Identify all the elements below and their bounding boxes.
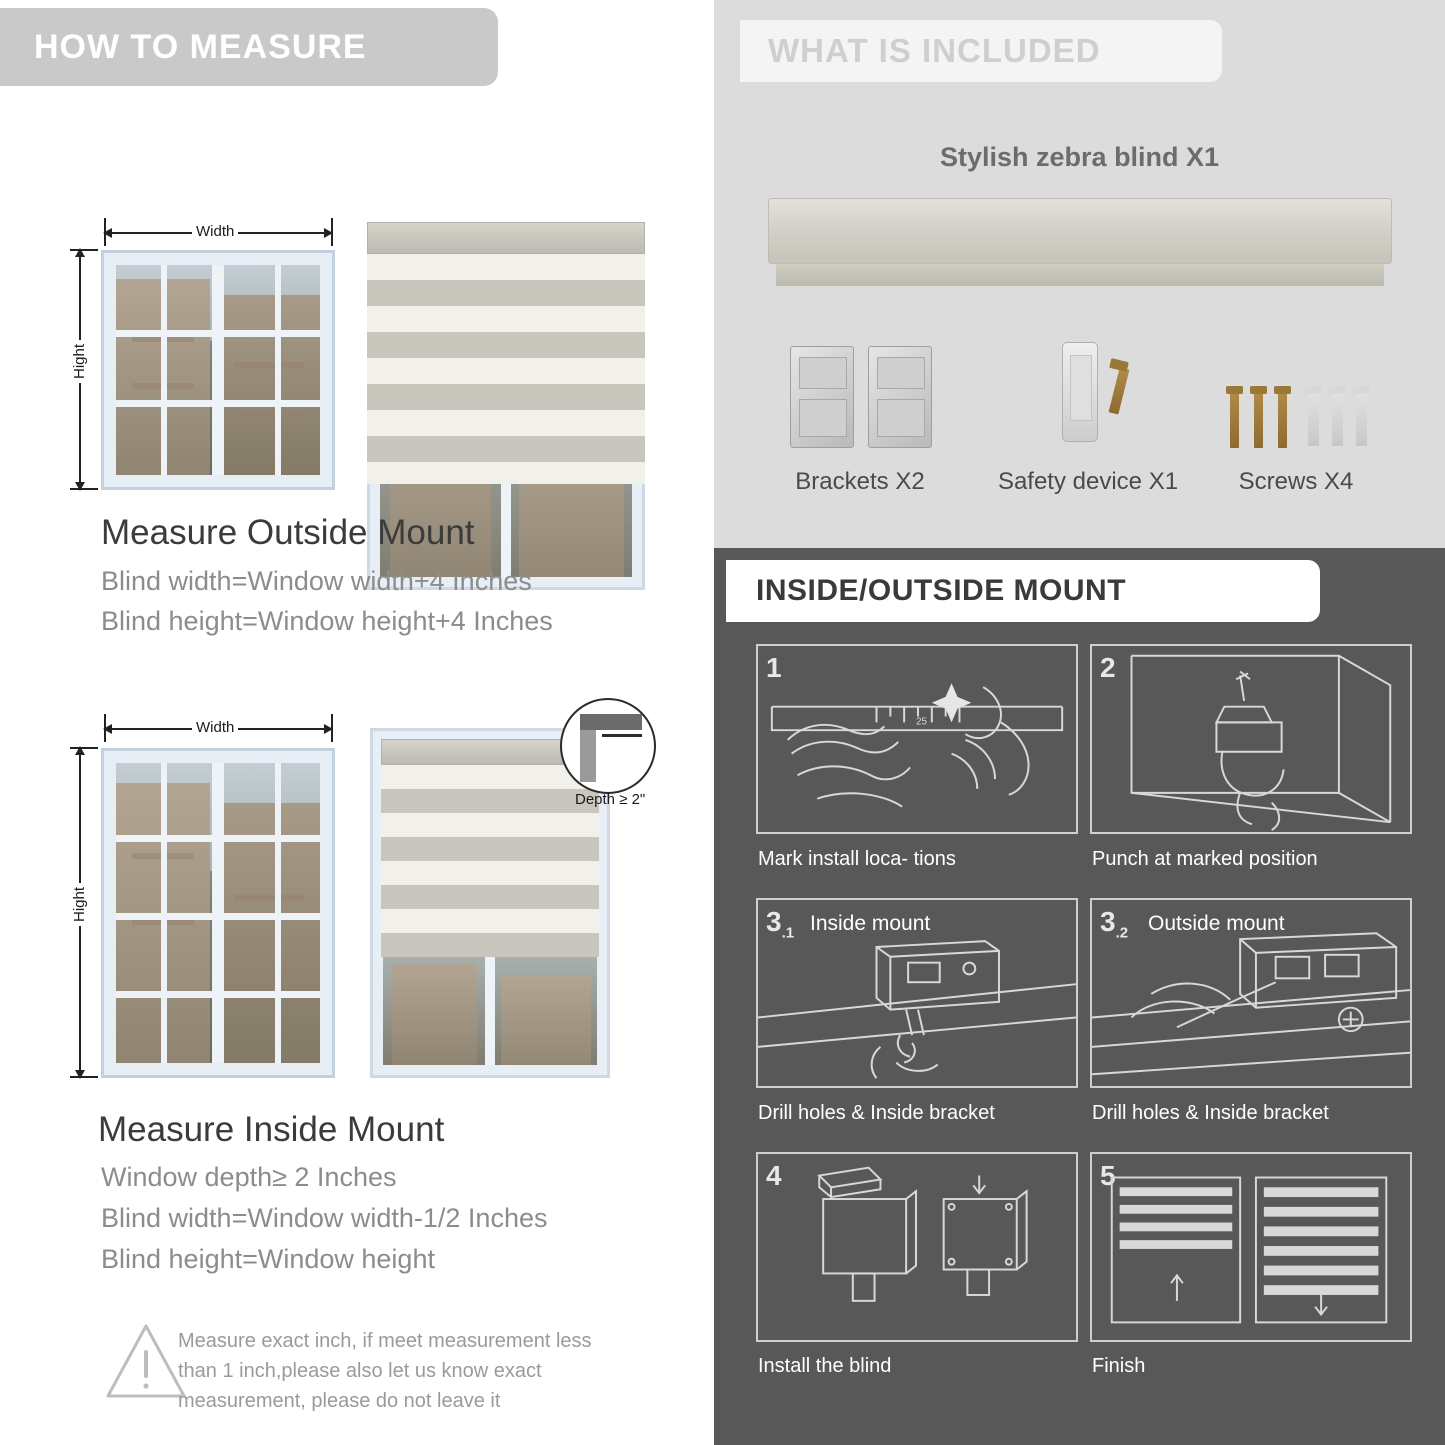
inside-window-grid-v2	[275, 763, 281, 1063]
window-depth-detail-circle	[560, 698, 656, 794]
inside-blind-window-mullion	[485, 957, 495, 1065]
screw-head-2	[1250, 386, 1267, 394]
window-building-right	[222, 295, 320, 475]
window-center-mullion	[212, 265, 224, 475]
warning-line-2: than 1 inch,please also let us know exact	[178, 1360, 542, 1382]
inside-width-tick-left	[104, 714, 106, 742]
outside-height-tick-top	[70, 249, 98, 251]
inside-mount-figure	[0, 698, 714, 1098]
bracket-detail-1a	[799, 357, 847, 389]
inside-height-tick-top	[70, 747, 98, 749]
outside-blind-headrail	[367, 222, 645, 254]
outside-width-label: Width	[192, 223, 238, 240]
step-1-caption: Mark install loca- tions	[758, 848, 956, 870]
wall-anchor-head-3	[1353, 386, 1370, 394]
svg-text:25: 25	[916, 716, 927, 728]
window-grid-v2	[275, 265, 281, 475]
window-depth-label: Depth ≥ 2"	[575, 791, 646, 808]
step-1-panel	[756, 644, 1078, 834]
outside-mount-title: Measure Outside Mount	[101, 513, 475, 552]
outside-mount-line-2: Blind height=Window height+4 Inches	[101, 606, 553, 636]
zebra-blind-headrail-lip	[776, 264, 1384, 286]
step-3-2-caption: Drill holes & Inside bracket	[1092, 1102, 1329, 1124]
outside-width-tick-left	[104, 218, 106, 246]
step-2-sketch-drill	[1092, 646, 1410, 832]
bracket-detail-2a	[877, 357, 925, 389]
inside-window-brick-4	[234, 967, 303, 973]
step-3-2-subtitle: Outside mount	[1148, 912, 1285, 935]
inside-mount-line-1: Window depth≥ 2 Inches	[101, 1162, 397, 1192]
window-brick-detail-4	[234, 412, 303, 418]
window-grid-v1	[161, 265, 167, 475]
screw-1	[1230, 392, 1239, 448]
inside-window-illustration	[101, 748, 335, 1078]
step-3-1-panel	[756, 898, 1078, 1088]
outside-mount-line-1: Blind width=Window width+4 Inches	[101, 566, 532, 596]
safety-device-part	[1062, 342, 1098, 442]
how-to-measure-banner: HOW TO MEASURE	[0, 8, 498, 86]
inside-window-grid-h3	[116, 991, 320, 998]
window-brick-detail-3	[234, 362, 303, 368]
inside-height-tick-bottom	[70, 1076, 98, 1078]
bracket-part-1	[790, 346, 854, 448]
step-2-panel	[1090, 644, 1412, 834]
inside-outside-mount-banner: INSIDE/OUTSIDE MOUNT	[726, 560, 1320, 622]
outside-blind-fabric	[367, 254, 645, 484]
inside-window-grid-v1	[161, 763, 167, 1063]
warning-line-3: measurement, please do not leave it	[178, 1390, 501, 1412]
inside-window-grid-h1	[116, 835, 320, 842]
step-4-number: 4	[766, 1160, 782, 1191]
bracket-detail-2b	[877, 399, 925, 437]
wall-anchor-3	[1356, 392, 1367, 446]
screw-2	[1254, 392, 1263, 448]
step-2-caption: Punch at marked position	[1092, 848, 1318, 870]
wall-anchor-head-1	[1305, 386, 1322, 394]
measurement-warning	[100, 1318, 660, 1428]
step-3-2-sketch-outside-bracket	[1092, 900, 1410, 1086]
step-1-number: 1	[766, 652, 782, 683]
screw-head-3	[1274, 386, 1291, 394]
step-4-panel	[756, 1152, 1078, 1342]
outside-height-tick-bottom	[70, 488, 98, 490]
inside-mount-line-2: Blind width=Window width-1/2 Inches	[101, 1203, 548, 1233]
window-grid-h2	[116, 400, 320, 407]
step-3-1-number: $3_{.1}$	[766, 906, 795, 942]
what-is-included-banner: WHAT IS INCLUDED	[740, 20, 1222, 82]
step-5-number: 5	[1100, 1160, 1116, 1191]
step-3-2-panel	[1090, 898, 1412, 1088]
wall-anchor-1	[1308, 392, 1319, 446]
inside-blind-building	[392, 963, 478, 1065]
included-headline: Stylish zebra blind X1	[940, 142, 1220, 172]
zebra-blind-headrail-graphic	[768, 198, 1392, 264]
step-1-sketch-measure	[758, 646, 1076, 832]
wall-anchor-head-2	[1329, 386, 1346, 394]
inside-width-tick-right	[331, 714, 333, 742]
wall-anchor-2	[1332, 392, 1343, 446]
step-3-2-number: $3_{.2}$	[1100, 906, 1129, 942]
brackets-caption: Brackets X2	[795, 468, 925, 495]
inside-mount-title: Measure Inside Mount	[98, 1110, 445, 1149]
step-5-caption: Finish	[1092, 1355, 1146, 1377]
inside-window-brick-3	[234, 895, 303, 901]
inside-mount-line-3: Blind height=Window height	[101, 1244, 435, 1274]
bracket-detail-1b	[799, 399, 847, 437]
inside-window-grid-h2	[116, 913, 320, 920]
step-3-1-subtitle: Inside mount	[810, 912, 931, 935]
screw-head-1	[1226, 386, 1243, 394]
step-2-number: 2	[1100, 652, 1116, 683]
inside-blind-illustration	[371, 728, 609, 1078]
inside-height-label: Hight	[71, 883, 88, 926]
how-to-measure-column	[0, 0, 714, 1445]
outside-width-tick-right	[331, 218, 333, 246]
outside-height-label: Hight	[71, 340, 88, 383]
screws-caption: Screws X4	[1238, 468, 1354, 495]
warning-line-1: Measure exact inch, if meet measurement less	[178, 1330, 592, 1352]
outside-mount-figure	[0, 100, 714, 500]
inside-blind-building-2	[501, 975, 591, 1065]
step-5-sketch-finish	[1092, 1154, 1410, 1340]
window-grid-h1	[116, 330, 320, 337]
step-3-1-sketch-inside-bracket	[758, 900, 1076, 1086]
inside-width-label: Width	[192, 719, 238, 736]
step-3-1-caption: Drill holes & Inside bracket	[758, 1102, 995, 1124]
step-5-panel	[1090, 1152, 1412, 1342]
step-4-caption: Install the blind	[758, 1355, 892, 1377]
step-4-sketch-install-blind	[758, 1154, 1076, 1340]
bracket-part-2	[868, 346, 932, 448]
inside-blind-fabric	[381, 765, 599, 957]
safety-device-caption: Safety device X1	[997, 468, 1179, 495]
screw-3	[1278, 392, 1287, 448]
outside-window-illustration	[101, 250, 335, 490]
